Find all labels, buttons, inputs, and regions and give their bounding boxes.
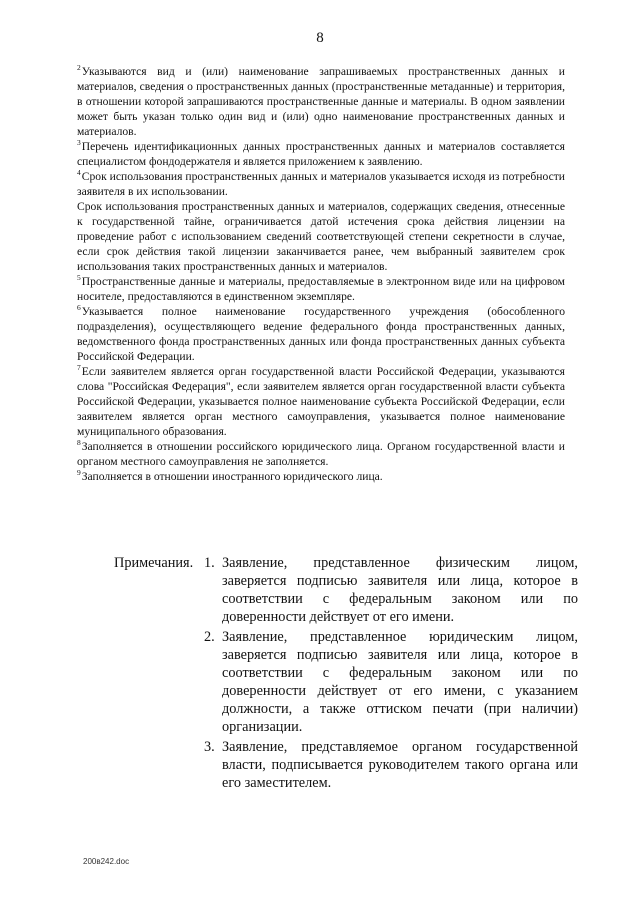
footnote-9	[77, 469, 565, 484]
footnote-mark: 2	[77, 63, 81, 72]
footnote-mark: 9	[77, 468, 81, 477]
footnote-mark: 7	[77, 363, 81, 372]
footnote-text: Указывается полное наименование государственного учреждения (обособленного подразделения), осуществляющего ведение федерального фонда пространственных данных, ведомственного фонда пространственных данных или фонда пространственных данных субъекта Российской Федерации.	[77, 305, 565, 363]
note-number: 3.	[204, 739, 215, 755]
footnote-mark: 3	[77, 138, 81, 147]
footnote-text: Если заявителем является орган государственной власти Российской Федерации, указываются слова "Российская Федерация", если заявителем является орган государственной власти субъекта Российской Федерации, указывается полное наименование субъекта Российской Федерации, если заявителем является орган местного самоуправления, указывается полное наименование муниципального образования.	[77, 365, 565, 438]
footnote-text: Заполняется в отношении иностранного юридического лица.	[81, 470, 383, 483]
note-text: Заявление, представленное юридическим лицом, заверяется подписью заявителя или лица, которое в соответствии с федеральным законом или по доверенности действует от его имени, с указанием должности, а также оттиском печати (при наличии) организации.	[222, 629, 578, 735]
footnote-3	[77, 139, 565, 169]
footnote-text: Указываются вид и (или) наименование запрашиваемых пространственных данных и материалов, сведения о пространственных данных (пространственные метаданные) и территория, в отношении которой запрашиваются пространственные данные и материалы. В одном заявлении может быть указан только один вид и (или) одно наименование пространственных данных и материалов.	[77, 65, 565, 138]
note-item	[204, 628, 578, 736]
footnote-4	[77, 169, 565, 199]
footnote-5	[77, 274, 565, 304]
footnote-4-continued	[77, 199, 565, 274]
note-text: Заявление, представленное физическим лицом, заверяется подписью заявителя или лица, которое в соответствии с федеральным законом или по доверенности действует от его имени.	[222, 555, 578, 625]
footnote-7	[77, 364, 565, 439]
note-item	[204, 738, 578, 792]
footnote-text: Срок использования пространственных данных и материалов, содержащих сведения, отнесенные к государственной тайне, ограничивается датой истечения срока действия лицензии на проведение работ с использованием сведений соответствующей степени секретности в случае, если срок действия такой лицензии заканчивается ранее, чем выбранный заявителем срок использования таких пространственных данных и материалов.	[77, 200, 565, 273]
footnote-text: Заполняется в отношении российского юридического лица. Органом государственной власти и органом местного самоуправления не заполняется.	[77, 440, 565, 468]
footnote-text: Перечень идентификационных данных пространственных данных и материалов составляется специалистом фондодержателя и является приложением к заявлению.	[77, 140, 565, 168]
footnote-text: Пространственные данные и материалы, предоставляемые в электронном виде или на цифровом носителе, предоставляются в единственном экземпляре.	[77, 275, 565, 303]
footnotes	[77, 64, 565, 484]
document-filename: 200в242.doc	[83, 857, 130, 866]
notes-section	[114, 554, 578, 794]
footnote-mark: 4	[77, 168, 81, 177]
footnote-2	[77, 64, 565, 139]
footnote-6	[77, 304, 565, 364]
page-number: 8	[316, 30, 324, 46]
footnote-text: Срок использования пространственных данных и материалов указывается исходя из потребности заявителя в их использовании.	[77, 170, 565, 198]
footnote-mark: 5	[77, 273, 81, 282]
notes-title: Примечания.	[114, 555, 194, 571]
footnote-mark: 8	[77, 438, 81, 447]
note-text: Заявление, представляемое органом государственной власти, подписывается руководителем такого органа или его заместителем.	[222, 739, 578, 791]
footnote-8	[77, 439, 565, 469]
note-number: 1.	[204, 555, 215, 571]
note-item	[204, 554, 578, 626]
note-number: 2.	[204, 629, 215, 645]
footnote-mark: 6	[77, 303, 81, 312]
